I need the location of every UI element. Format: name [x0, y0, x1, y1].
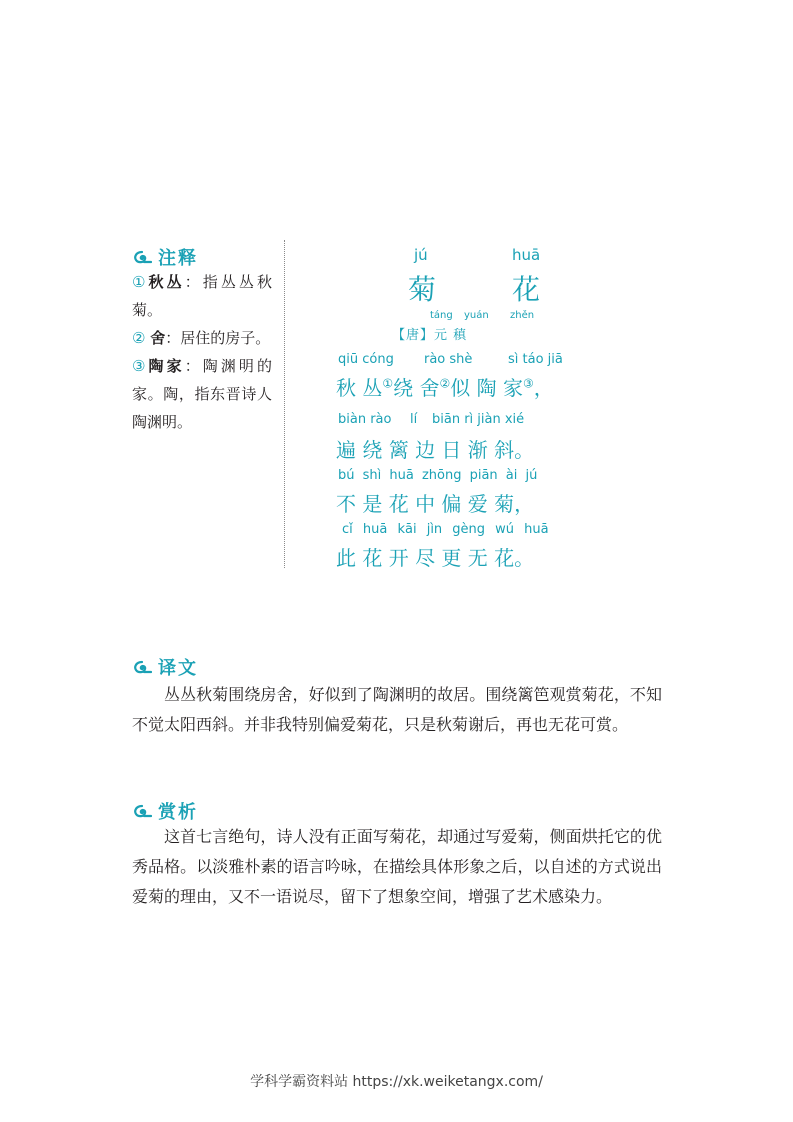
note-item: ①秋丛：指丛丛秋菊。 — [132, 273, 272, 319]
notes-heading — [132, 244, 198, 270]
poem-author: 【唐】元 稹 — [392, 328, 468, 343]
poem-title-char: 花 — [512, 273, 541, 306]
line-pinyin: biān rì jiàn xié — [432, 412, 525, 427]
line-pinyin: qiū cóng — [338, 352, 394, 367]
swirl-icon — [132, 249, 152, 265]
line-pinyin: biàn rào — [338, 412, 392, 427]
note-item: ③陶家：陶渊明的家。陶，指东晋诗人陶渊明。 — [132, 357, 272, 431]
appreciation-text: 这首七言绝句，诗人没有正面写菊花，却通过写爱菊，侧面烘托它的优秀品格。以淡雅朴素的语言吟咏，在描绘具体形象之后，以自述的方式说出爱菊的理由，又不一语说尽，留下了想象空间，增强了艺术感染力。 — [132, 827, 662, 906]
poem-line: 此 花 开 尽 更 无 花。 — [336, 546, 535, 570]
author-pinyin: táng — [430, 310, 453, 321]
line-pinyin: rào shè — [424, 352, 473, 367]
line-pinyin: cǐ huā kāi jìn gèng wú huā — [342, 522, 549, 537]
swirl-icon — [132, 803, 152, 819]
translation-heading-text: 译文 — [158, 658, 198, 679]
line-pinyin: sì táo jiā — [508, 352, 563, 367]
footer: 学科学霸资料站 https://xk.weiketangx.com/ — [250, 1074, 543, 1090]
line-pinyin: lí — [410, 412, 418, 427]
poem-line: 不 是 花 中 偏 爱 菊， — [336, 492, 535, 516]
swirl-icon — [132, 659, 152, 675]
appreciation-heading — [132, 798, 198, 824]
poem-title-char: 菊 — [408, 273, 437, 306]
line-pinyin: bú shì huā zhōng piān ài jú — [338, 468, 538, 483]
translation-heading — [132, 654, 198, 680]
notes-list — [132, 268, 272, 436]
translation-text: 丛丛秋菊围绕房舍，好似到了陶渊明的故居。围绕篱笆观赏菊花，不知不觉太阳西斜。并非我特别偏爱菊花，只是秋菊谢后，再也无花可赏。 — [132, 685, 662, 734]
poem-line: 遍 绕 篱 边 日 渐 斜。 — [336, 438, 535, 462]
title-pinyin: jú — [414, 246, 428, 264]
poem-line: 秋 丛①绕 舍②似 陶 家③， — [336, 376, 554, 400]
author-pinyin: yuán — [464, 310, 489, 321]
author-pinyin: zhěn — [510, 310, 535, 321]
notes-heading-text: 注释 — [158, 248, 198, 269]
note-item: ② 舍：居住的房子。 — [132, 329, 271, 347]
appreciation-heading-text: 赏析 — [158, 802, 198, 823]
title-pinyin: huā — [512, 246, 541, 264]
column-divider — [284, 240, 285, 568]
